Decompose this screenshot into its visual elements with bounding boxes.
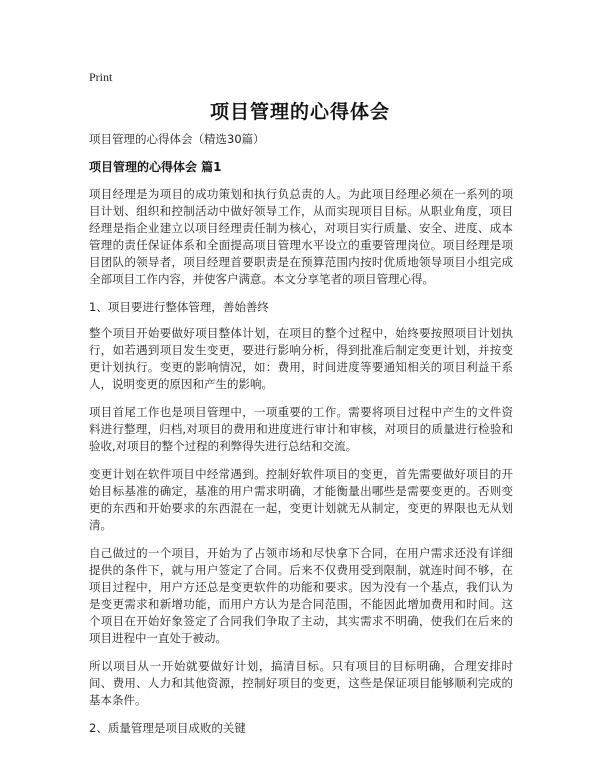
section-heading: 项目管理的心得体会 篇1 <box>89 160 222 174</box>
print-link[interactable]: Print <box>89 70 113 84</box>
paragraph: 项目首尾工作也是项目管理中，一项重要的工作。需要将项目过程中产生的文件资料进行整理，归档,对项目的费用和进度进行审计和审核，对项目的质量进行检验和验收,对项目的整个过程的利弊得失进行总结和交流。 <box>89 405 513 453</box>
paragraph: 所以项目从一开始就要做好计划，搞清目标。只有项目的目标明确，合理安排时间、费用、人力和其他资源，控制好项目的变更，这些是保证项目能够顺利完成的基本条件。 <box>89 659 513 707</box>
paragraph: 项目经理是为项目的成功策划和执行负总责的人。为此项目经理必须在一系列的项目计划、组织和控制活动中做好领导工作，从而实现项目目标。从职业角度，项目经理是指企业建立以项目经理责任制为核心，对项目实行质量、安全、进度、成本管理的责任保证体系和全面提高项目管理水平设立的重要管理岗位。项目经理是项目团队的领导者，项目经理首要职责是在预算范围内按时优质地领导项目小组完成全部项目工作内容，并使客户满意。本文分享笔者的项目管理心得。 <box>89 187 513 286</box>
point-heading: 2、质量管理是项目成败的关键 <box>89 721 246 735</box>
page-title: 项目管理的心得体会 <box>209 101 390 123</box>
point-heading: 1、项目要进行整体管理，善始善终 <box>89 300 269 314</box>
document-subtitle: 项目管理的心得体会（精选30篇） <box>89 132 265 146</box>
paragraph: 自己做过的一个项目，开始为了占领市场和尽快拿下合同，在用户需求还没有详细提供的条件下，就与用户签定了合同。后来不仅费用受到限制，就连时间不够，在项目过程中，用户方还总是变更软件的功能和要求。因为没有一个基点，我们认为是变更需求和新增功能，而用户方认为是合同范围，不能因此增加费用和时间。这个项目在开始好象签定了合同我们争取了主动，其实需求不明确，使我们在后来的项目进程中一直处于被动。 <box>89 546 513 645</box>
paragraph: 整个项目开始要做好项目整体计划，在项目的整个过程中，始终要按照项目计划执行，如若遇到项目发生变更，要进行影响分析，得到批准后制定变更计划，并按变更计划执行。变更的影响情况，如：费用，时间进度等要通知相关的项目利益干系人，说明变更的原因和产生的影响。 <box>89 326 513 391</box>
paragraph: 变更计划在软件项目中经常遇到。控制好软件项目的变更，首先需要做好项目的开始目标基准的确定，基准的用户需求明确，才能衡量出哪些是需要变更的。否则变更的东西和开始要求的东西混在一起，变更计划就无从制定，变更的界限也无从划清。 <box>89 467 513 532</box>
document-body <box>89 131 513 746</box>
